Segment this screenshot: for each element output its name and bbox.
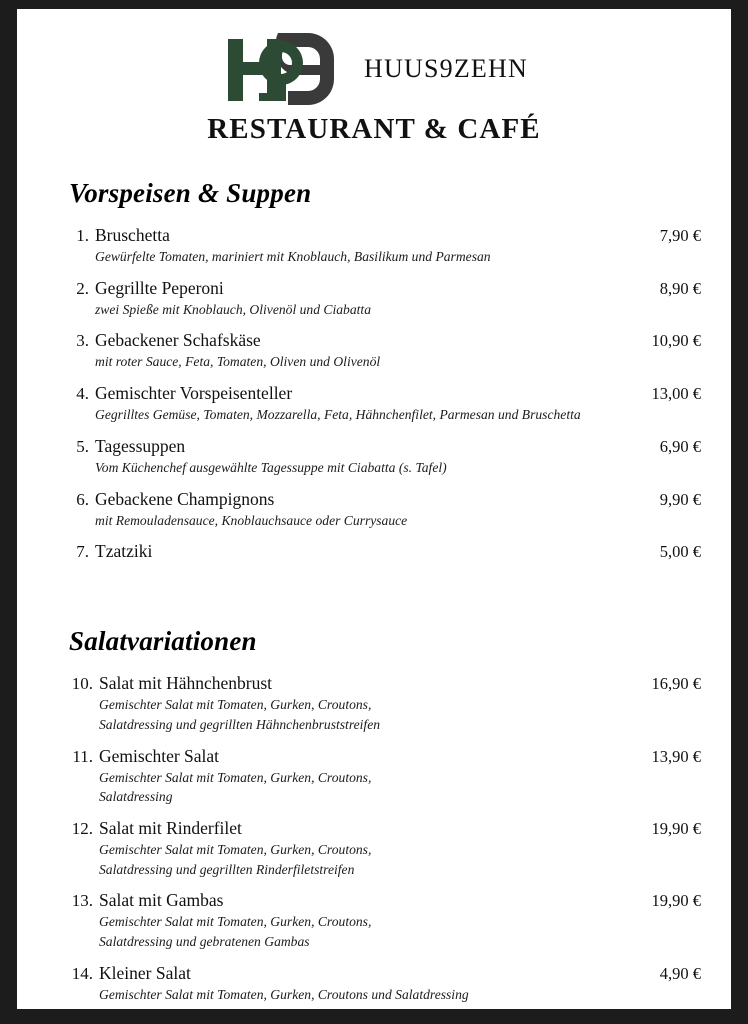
menu-item-description-line: mit roter Sauce, Feta, Tomaten, Oliven und Olivenöl bbox=[95, 354, 381, 370]
menu-item-header bbox=[61, 436, 701, 457]
menu-item-number: 10. bbox=[71, 674, 93, 694]
menu-item-description-line: Salatdressing und gegrillten Rinderfiletstreifen bbox=[99, 861, 355, 877]
menu-item-name: Bruschetta bbox=[95, 225, 170, 245]
menu-item-price: 5,00 € bbox=[659, 542, 701, 562]
menu-item-number: 12. bbox=[71, 819, 93, 839]
menu-item-number: 1. bbox=[76, 226, 89, 245]
menu-item-label bbox=[61, 890, 223, 911]
menu-item-description-line: Gemischter Salat mit Tomaten, Gurken, Croutons und Salatdressing bbox=[99, 986, 469, 1002]
menu-item-header bbox=[61, 225, 701, 246]
menu-item-description-line: Vom Küchenchef ausgewählte Tagessuppe mit Ciabatta (s. Tafel) bbox=[95, 459, 447, 475]
menu-item-number: 3. bbox=[76, 331, 89, 351]
menu-item-description bbox=[99, 840, 701, 879]
menu-item-number: 6. bbox=[76, 489, 89, 509]
menu-item bbox=[61, 890, 701, 951]
menu-item-description-line: Salatdressing bbox=[99, 789, 173, 805]
menu-item-description-line: zwei Spieße mit Knoblauch, Olivenöl und Ciabatta bbox=[95, 301, 372, 317]
menu-item-header bbox=[61, 489, 701, 510]
menu-header bbox=[17, 9, 731, 144]
menu-item-description-line: mit Remouladensauce, Knoblauchsauce oder Currysauce bbox=[95, 512, 408, 528]
menu-item-header bbox=[61, 963, 701, 984]
menu-item-description bbox=[99, 768, 701, 807]
menu-item-price: 19,90 € bbox=[651, 819, 701, 839]
menu-item-header bbox=[61, 330, 701, 351]
menu-item-number: 11. bbox=[72, 746, 93, 766]
menu-item-price: 19,90 € bbox=[651, 891, 701, 911]
menu-item-name: Tagessuppen bbox=[95, 435, 186, 456]
menu-item-number: 7. bbox=[76, 542, 89, 562]
menu-item-label bbox=[61, 330, 261, 351]
menu-item bbox=[61, 330, 701, 372]
menu-item-header bbox=[61, 673, 701, 694]
menu-item-number: 4. bbox=[76, 384, 89, 404]
menu-item bbox=[61, 436, 701, 478]
menu-item-number: 14. bbox=[71, 963, 93, 983]
menu-item-name: Salat mit Gambas bbox=[99, 890, 224, 911]
menu-item-label bbox=[61, 818, 242, 839]
menu-item-description bbox=[95, 352, 701, 372]
menu-item-description bbox=[95, 405, 701, 425]
menu-item-name: Salat mit Hähnchenbrust bbox=[99, 673, 273, 694]
menu-item bbox=[61, 673, 701, 734]
menu-item-label bbox=[61, 541, 152, 562]
menu-item bbox=[61, 541, 701, 562]
menu-item-description bbox=[95, 511, 701, 531]
menu-item-price: 4,90 € bbox=[659, 963, 701, 983]
menu-item-number: 5. bbox=[76, 436, 89, 456]
menu-item bbox=[61, 746, 701, 807]
menu-item-description-line: Gemischter Salat mit Tomaten, Gurken, Croutons, bbox=[99, 697, 372, 713]
menu-item-price: 10,90 € bbox=[651, 331, 701, 351]
brand-subtitle: RESTAURANT & CAFÉ bbox=[207, 113, 541, 145]
menu-section bbox=[61, 178, 701, 562]
menu-item-price: 13,90 € bbox=[651, 746, 701, 766]
menu-item-number: 2. bbox=[76, 278, 89, 298]
menu-item-name: Gemischter Salat bbox=[99, 745, 220, 766]
menu-item-name: Salat mit Rinderfilet bbox=[99, 818, 242, 839]
menu-section bbox=[61, 626, 701, 1004]
menu-item-description-line: Gegrilltes Gemüse, Tomaten, Mozzarella, Feta, Hähnchenfilet, Parmesan und Bruschetta bbox=[95, 407, 581, 423]
menu-item bbox=[61, 383, 701, 425]
menu-item-label bbox=[61, 225, 170, 246]
menu-page bbox=[17, 9, 731, 1009]
menu-item-name: Kleiner Salat bbox=[99, 962, 191, 983]
menu-item bbox=[61, 489, 701, 531]
menu-item-header bbox=[61, 278, 701, 299]
menu-item-description bbox=[99, 985, 701, 1005]
menu-item-header bbox=[61, 818, 701, 839]
brand-wordmark: HUUS9ZEHN bbox=[364, 54, 528, 83]
menu-item-name: Gebackener Schafskäse bbox=[95, 330, 261, 351]
menu-item-price: 9,90 € bbox=[659, 489, 701, 509]
menu-item-label bbox=[61, 489, 274, 510]
menu-item bbox=[61, 963, 701, 1005]
menu-item-price: 16,90 € bbox=[651, 674, 701, 694]
menu-item-label bbox=[61, 436, 185, 457]
h9-monogram-logo-icon bbox=[220, 31, 346, 107]
menu-item-label bbox=[61, 383, 292, 404]
menu-item-label bbox=[61, 278, 224, 299]
menu-item-description-line: Salatdressing und gebratenen Gambas bbox=[99, 934, 310, 950]
section-title: Salatvariationen bbox=[69, 626, 257, 657]
menu-item-description bbox=[99, 912, 701, 951]
menu-item bbox=[61, 225, 701, 267]
menu-item-price: 13,00 € bbox=[651, 384, 701, 404]
menu-item bbox=[61, 278, 701, 320]
menu-item-name: Gegrillte Peperoni bbox=[95, 277, 224, 298]
menu-item-label bbox=[61, 963, 191, 984]
menu-item-description-line: Gemischter Salat mit Tomaten, Gurken, Croutons, bbox=[99, 842, 372, 858]
menu-item-header bbox=[61, 746, 701, 767]
menu-item-description-line: Gewürfelte Tomaten, mariniert mit Knoblauch, Basilikum und Parmesan bbox=[95, 249, 491, 264]
menu-item-description-line: Gemischter Salat mit Tomaten, Gurken, Croutons, bbox=[99, 914, 372, 930]
section-title: Vorspeisen & Suppen bbox=[69, 178, 312, 208]
menu-item-name: Gebackene Champignons bbox=[95, 488, 275, 509]
menu-item-label bbox=[61, 746, 219, 767]
menu-item-description bbox=[95, 458, 701, 478]
menu-item-description-line: Salatdressing und gegrillten Hähnchenbruststreifen bbox=[99, 716, 381, 732]
menu-item-description bbox=[95, 247, 701, 267]
menu-item-name: Tzatziki bbox=[95, 541, 153, 562]
menu-item-description bbox=[99, 695, 701, 734]
brand-logo-row bbox=[17, 31, 731, 107]
menu-item bbox=[61, 818, 701, 879]
menu-item-header bbox=[61, 890, 701, 911]
menu-item-description-line: Gemischter Salat mit Tomaten, Gurken, Croutons, bbox=[99, 769, 372, 785]
menu-item-price: 7,90 € bbox=[659, 226, 701, 245]
menu-item-description bbox=[95, 300, 701, 320]
menu-item-price: 6,90 € bbox=[659, 436, 701, 456]
menu-item-name: Gemischter Vorspeisenteller bbox=[95, 383, 293, 404]
menu-item-price: 8,90 € bbox=[659, 278, 701, 298]
menu-item-header bbox=[61, 541, 701, 562]
menu-item-header bbox=[61, 383, 701, 404]
menu-sections bbox=[17, 178, 731, 1005]
menu-item-number: 13. bbox=[71, 891, 93, 911]
menu-item-label bbox=[61, 673, 272, 694]
